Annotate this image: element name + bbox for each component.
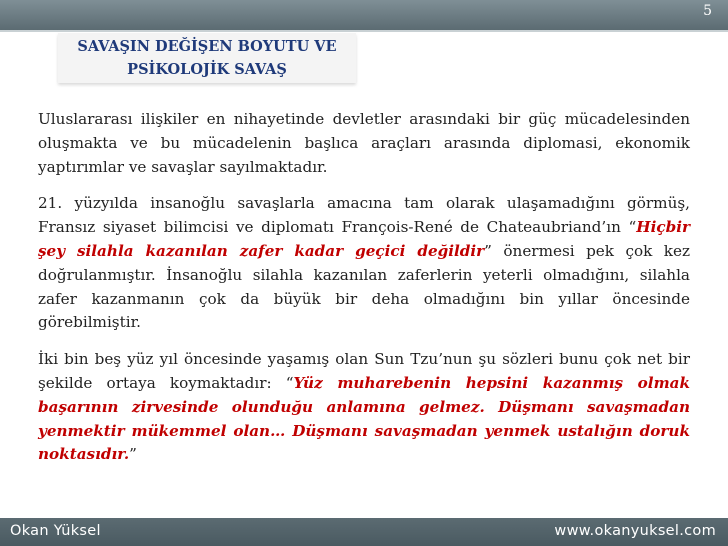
paragraph-3 — [38, 348, 690, 467]
chateaubriand-quote: Hiçbir şey silahla kazanılan zafer kadar geçici değildir — [38, 218, 690, 260]
page-number: 5 — [703, 3, 712, 19]
paragraph-2-text-before: 21. yüzyılda insanoğlu savaşlarla amacına tam olarak ulaşamadığını görmüş, Fransız siyaset bilimcisi ve diplomatı François-René de Chateaubriand’ın “ — [38, 194, 690, 237]
paragraph-3-text-after: ” — [129, 445, 137, 464]
footer-author: Okan Yüksel — [10, 523, 101, 539]
slide-title-line-1: SAVAŞIN DEĞİŞEN BOYUTU VE — [77, 38, 337, 55]
sun-tzu-quote: Yüz muharebenin hepsini kazanmış olmak başarının zirvesinde olunduğu anlamına gelmez. Düşmanı savaşmadan yenmektir mükemmel olan… Düşmanı savaşmadan yenmek ustalığın doruk noktasıdır. — [38, 373, 690, 464]
paragraph-1: Uluslararası ilişkiler en nihayetinde devletler arasındaki bir güç mücadelesinden oluşmakta ve bu mücadelenin başlıca araçları arasında diplomasi, ekonomik yaptırımlar ve savaşlar sayılmaktadır. — [38, 110, 690, 176]
slide-body — [38, 108, 690, 480]
footer-website-link[interactable]: www.okanyuksel.com — [554, 523, 716, 539]
header-bar — [0, 0, 728, 32]
footer-bar — [0, 518, 728, 546]
slide-title-line-2: PSİKOLOJİK SAVAŞ — [127, 61, 287, 78]
paragraph-2 — [38, 192, 690, 335]
paragraph-2-text-after: ” önermesi pek çok kez doğrulanmıştır. İnsanoğlu silahla kazanılan zaferlerin yeterli olmadığını, silahla zafer kazanmanın çok da büyük bir deha olmadığını bin yıllar öncesinde görebilmiştir. — [38, 241, 690, 332]
paragraph-3-text-before: İki bin beş yüz yıl öncesinde yaşamış olan Sun Tzu’nun şu sözleri bunu çok net bir şekilde ortaya koymaktadır: “ — [38, 350, 690, 392]
slide-title — [58, 33, 356, 83]
